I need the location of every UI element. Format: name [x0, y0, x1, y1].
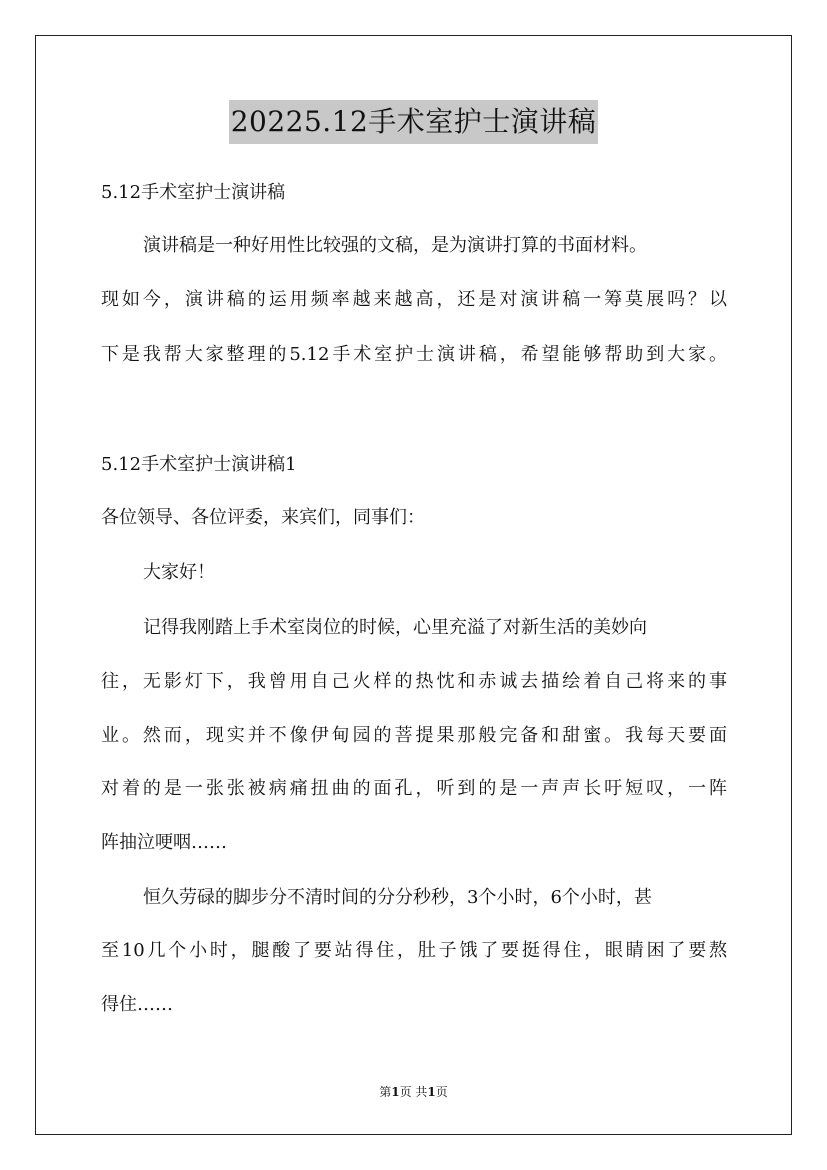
- title-container: [0, 100, 827, 144]
- document-title: 20225.12手术室护士演讲稿: [229, 100, 599, 144]
- page-number: 1: [391, 1085, 400, 1099]
- paragraph-line: 演讲稿是一种好用性比较强的文稿，是为演讲打算的书面材料。: [143, 235, 647, 256]
- total-label-suffix: 页: [435, 1085, 448, 1099]
- page-label-suffix: 页 共: [399, 1085, 428, 1099]
- paragraph-line: 下是我帮大家整理的5.12手术室护士演讲稿，希望能够帮助到大家。: [101, 344, 727, 365]
- paragraph-line: 往，无影灯下，我曾用自己火样的热忱和赤诚去描绘着自己将来的事: [101, 671, 727, 692]
- paragraph-line: 至10几个小时，腿酸了要站得住，肚子饿了要挺得住，眼睛困了要熬: [101, 940, 727, 961]
- paragraph-line: 对着的是一张张被病痛扭曲的面孔，听到的是一声声长吁短叹，一阵: [101, 778, 727, 799]
- page-footer: [0, 1084, 827, 1100]
- section-heading: 5.12手术室护士演讲稿1: [101, 454, 297, 475]
- total-pages: 1: [427, 1085, 436, 1099]
- section-heading: 5.12手术室护士演讲稿: [101, 182, 286, 203]
- greeting-line: 大家好！: [143, 562, 215, 583]
- salutation-line: 各位领导、各位评委，来宾们，同事们：: [101, 507, 425, 528]
- page-label-prefix: 第: [379, 1085, 392, 1099]
- paragraph-line: 现如今，演讲稿的运用频率越来越高，还是对演讲稿一筹莫展吗？以: [101, 289, 727, 310]
- paragraph-line: 阵抽泣哽咽……: [101, 832, 227, 853]
- paragraph-line: 恒久劳碌的脚步分不清时间的分分秒秒，3个小时，6个小时，甚: [143, 887, 652, 908]
- paragraph-line: 记得我刚踏上手术室岗位的时候，心里充溢了对新生活的美妙向: [143, 617, 647, 638]
- paragraph-line: 得住……: [101, 994, 173, 1015]
- paragraph-line: 业。然而，现实并不像伊甸园的菩提果那般完备和甜蜜。我每天要面: [101, 725, 727, 746]
